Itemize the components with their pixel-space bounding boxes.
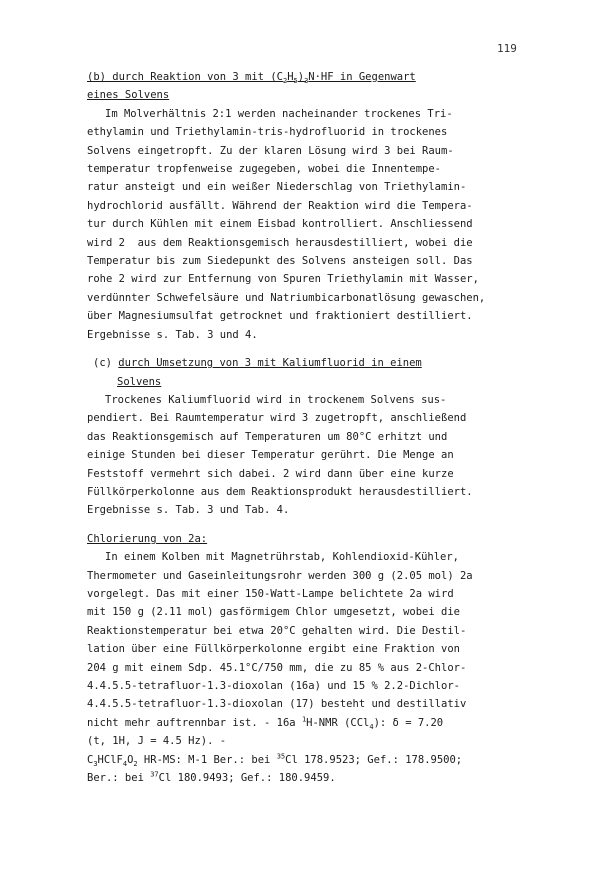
page-number: 119 — [497, 42, 517, 55]
section-c-line: Füllkörperkolonne aus dem Reaktionsprodukt herausdestilliert. — [87, 485, 473, 498]
section-b-line: rohe 2 wird zur Entfernung von Spuren Triethylamin mit Wasser, — [87, 273, 479, 286]
nmr-line-cont: (t, 1H, J = 4.5 Hz). - — [87, 735, 227, 748]
chlorierung-line: vorgelegt. Das mit einer 150-Watt-Lampe belichtete 2a wird — [87, 587, 454, 600]
spacer — [87, 344, 532, 354]
chlorierung-line: 4.4.5.5-tetrafluor-1.3-dioxolan (16a) und 15 % 2.2-Dichlor- — [87, 680, 460, 692]
section-c-line: Trockenes Kaliumfluorid wird in trockenem Solvens sus- — [105, 393, 447, 406]
section-b-line: Solvens eingetropft. Zu der klaren Lösung wird 3 bei Raum- — [87, 144, 454, 157]
chlorierung-line: lation über eine Füllkörperkolonne ergibt eine Fraktion von — [87, 643, 460, 656]
chlorierung-line: 4.4.5.5-tetrafluor-1.3-dioxolan (17) besteht und destillativ — [87, 698, 467, 711]
chlorierung-heading: Chlorierung von 2a: — [87, 532, 208, 545]
section-b-line: Ergebnisse s. Tab. 3 und 4. — [87, 328, 258, 341]
section-c-line: pendiert. Bei Raumtemperatur wird 3 zugetropft, anschließend — [87, 412, 467, 425]
section-b-heading-cont: eines Solvens — [87, 89, 170, 102]
nmr-line: nicht mehr auftrennbar ist. - 16a $^1$H-NMR (CCl$_4$): δ = 7.20 — [87, 715, 444, 731]
section-b-line: Im Molverhältnis 2:1 werden nacheinander trockenes Tri- — [105, 107, 453, 120]
chlorierung-line: Thermometer und Gaseinleitungsrohr werden 300 g (2.05 mol) 2a — [87, 569, 473, 582]
ms-line-cont: Ber.: bei $^{37}$Cl 180.9493; Gef.: 180.9459. — [87, 770, 336, 785]
section-b-line: tur durch Kühlen mit einem Eisbad kontrolliert. Anschliessend — [87, 218, 473, 231]
section-c-line: Ergebnisse s. Tab. 3 und Tab. 4. — [87, 504, 290, 517]
section-c-line: Feststoff vermehrt sich dabei. 2 wird dann über eine kurze — [87, 467, 454, 480]
section-b-line: temperatur tropfenweise zugegeben, wobei die Innentempe- — [87, 163, 442, 176]
section-c-line: einige Stunden bei dieser Temperatur gerührt. Die Menge an — [87, 449, 454, 462]
section-b-line: über Magnesiumsulfat getrocknet und fraktioniert destilliert. — [87, 310, 473, 323]
page-content — [87, 68, 532, 787]
section-b-line: wird 2 aus dem Reaktionsgemisch herausdestilliert, wobei die — [87, 236, 473, 249]
section-c-line: das Reaktionsgemisch auf Temperaturen um 80°C erhitzt und — [87, 430, 448, 443]
section-b-heading: (b) durch Reaktion von 3 mit $(C_2H_5)_3N\cdot HF$ in Gegenwart — [87, 71, 416, 86]
ms-line: $C_3HClF_4O_2$ HR-MS: M-1 Ber.: bei $^{35}$Cl 178.9523; Gef.: 178.9500; — [87, 752, 463, 768]
section-b-line: Temperatur bis zum Siedepunkt des Solvens ansteigen soll. Das — [87, 255, 473, 268]
spacer — [87, 520, 532, 530]
section-c-heading: (c) durch Umsetzung von 3 mit Kaliumfluorid in einem — [93, 357, 422, 370]
section-b-line: verdünnter Schwefelsäure und Natriumbicarbonatlösung gewaschen, — [87, 291, 486, 304]
chlorierung-line: 204 g mit einem Sdp. 45.1°C/750 mm, die zu 85 % aus 2-Chlor- — [87, 661, 467, 674]
section-c-heading-cont: Solvens — [117, 375, 162, 388]
section-b-line: hydrochlorid ausfällt. Während der Reaktion wird die Tempera- — [87, 199, 473, 212]
chlorierung-line: In einem Kolben mit Magnetrührstab, Kohlendioxid-Kühler, — [105, 551, 460, 564]
section-b-line: ethylamin und Triethylamin-tris-hydrofluorid in trockenes — [87, 126, 448, 139]
chlorierung-line: Reaktionstemperatur bei etwa 20°C gehalten wird. Die Destil- — [87, 624, 467, 637]
chlorierung-line: mit 150 g (2.11 mol) gasförmigem Chlor umgesetzt, wobei die — [87, 606, 460, 619]
section-b-line: ratur ansteigt und ein weißer Niederschlag von Triethylamin- — [87, 181, 467, 194]
